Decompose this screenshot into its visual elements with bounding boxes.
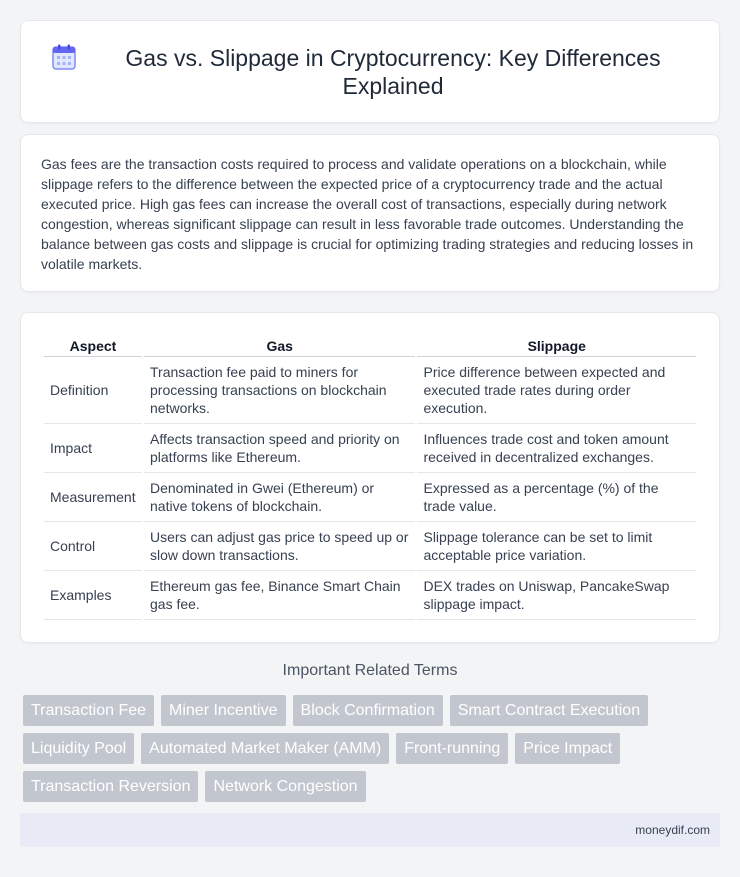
related-terms-list — [23, 695, 723, 802]
table-header-row — [44, 335, 696, 357]
row-slippage: Price difference between expected and executed trade rates during order execution. — [417, 357, 696, 424]
row-gas: Users can adjust gas price to speed up or slow down transactions. — [144, 522, 415, 571]
row-aspect: Impact — [44, 424, 142, 473]
table-row — [44, 357, 696, 424]
row-aspect: Control — [44, 522, 142, 571]
table-row — [44, 424, 696, 473]
row-slippage: DEX trades on Uniswap, PancakeSwap slippage impact. — [417, 571, 696, 620]
row-gas: Ethereum gas fee, Binance Smart Chain gas fee. — [144, 571, 415, 620]
tag-transaction-fee[interactable]: Transaction Fee — [23, 695, 154, 726]
header-slippage: Slippage — [417, 335, 696, 357]
tag-liquidity-pool[interactable]: Liquidity Pool — [23, 733, 134, 764]
row-aspect: Examples — [44, 571, 142, 620]
table-row — [44, 473, 696, 522]
intro-card — [20, 134, 720, 292]
intro-paragraph: Gas fees are the transaction costs required to process and validate operations on a blockchain, while slippage refers to the difference between the expected price of a cryptocurrency trade and the actual executed price. High gas fees can increase the overall cost of transactions, especially during network congestion, whereas significant slippage can result in less favorable trade outcomes. Understanding the balance between gas costs and slippage is crucial for optimizing trading strategies and reducing losses in volatile markets. — [41, 156, 694, 272]
comparison-table-card — [20, 312, 720, 643]
tag-price-impact[interactable]: Price Impact — [515, 733, 620, 764]
calendar-icon — [52, 44, 76, 70]
tag-network-congestion[interactable]: Network Congestion — [205, 771, 365, 802]
title-card — [20, 20, 720, 123]
tag-miner-incentive[interactable]: Miner Incentive — [161, 695, 286, 726]
tag-automated-market-maker[interactable]: Automated Market Maker (AMM) — [141, 733, 389, 764]
row-gas: Affects transaction speed and priority on platforms like Ethereum. — [144, 424, 415, 473]
header-gas: Gas — [144, 335, 415, 357]
tag-smart-contract-execution[interactable]: Smart Contract Execution — [450, 695, 648, 726]
header-aspect: Aspect — [44, 335, 142, 357]
table-row — [44, 571, 696, 620]
row-slippage: Influences trade cost and token amount received in decentralized exchanges. — [417, 424, 696, 473]
footer — [20, 813, 720, 847]
tag-block-confirmation[interactable]: Block Confirmation — [293, 695, 443, 726]
footer-site[interactable]: moneydif.com — [635, 823, 710, 837]
row-aspect: Measurement — [44, 473, 142, 522]
row-slippage: Slippage tolerance can be set to limit acceptable price variation. — [417, 522, 696, 571]
tag-transaction-reversion[interactable]: Transaction Reversion — [23, 771, 198, 802]
comparison-table — [42, 335, 698, 620]
page-title: Gas vs. Slippage in Cryptocurrency: Key Differences Explained — [125, 44, 661, 99]
related-terms-title: Important Related Terms — [282, 662, 458, 679]
row-gas: Transaction fee paid to miners for processing transactions on blockchain networks. — [144, 357, 415, 424]
table-row — [44, 522, 696, 571]
row-gas: Denominated in Gwei (Ethereum) or native tokens of blockchain. — [144, 473, 415, 522]
tag-front-running[interactable]: Front-running — [396, 733, 508, 764]
row-aspect: Definition — [44, 357, 142, 424]
row-slippage: Expressed as a percentage (%) of the trade value. — [417, 473, 696, 522]
